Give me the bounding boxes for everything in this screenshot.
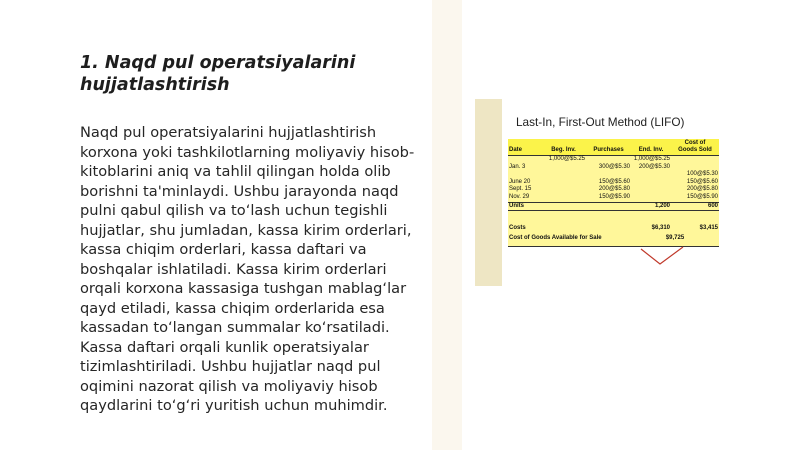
units-label: Units bbox=[508, 202, 541, 211]
cell-beg-inv bbox=[541, 171, 586, 179]
cell-purchases: 200@$5.80 bbox=[586, 186, 631, 194]
cell-cogs bbox=[671, 156, 719, 164]
cell-end-inv bbox=[631, 171, 671, 179]
figure-sidebar-bar bbox=[475, 99, 502, 286]
cell-cogs: 200@$5.80 bbox=[671, 186, 719, 194]
units-end-inv: 1,200 bbox=[631, 202, 671, 211]
cell-date: Jan. 3 bbox=[508, 164, 541, 172]
cell-date bbox=[508, 171, 541, 179]
table-row bbox=[508, 186, 719, 194]
header-end-inv: End. Inv. bbox=[631, 139, 671, 156]
table-header-row bbox=[508, 139, 719, 156]
header-purchases: Purchases bbox=[586, 139, 631, 156]
table-row bbox=[508, 179, 719, 187]
cell-purchases: 300@$5.30 bbox=[586, 164, 631, 172]
header-cogs-line2: Goods Sold bbox=[678, 147, 712, 154]
table-row bbox=[508, 164, 719, 172]
cell-end-inv bbox=[631, 179, 671, 187]
header-cogs-line1: Cost of bbox=[684, 139, 706, 146]
costs-cogs: $3,415 bbox=[671, 216, 719, 232]
cell-purchases bbox=[586, 171, 631, 179]
cell-beg-inv bbox=[541, 186, 586, 194]
units-row bbox=[508, 202, 719, 211]
cell-cogs bbox=[671, 164, 719, 172]
header-beg-inv: Beg. Inv. bbox=[541, 139, 586, 156]
costs-end-inv: $6,310 bbox=[631, 216, 671, 232]
cell-end-inv: 200@$5.30 bbox=[631, 164, 671, 172]
header-date: Date bbox=[508, 139, 541, 156]
cell-end-inv bbox=[631, 194, 671, 202]
cell-cogs: 150@$5.60 bbox=[671, 179, 719, 187]
cell-beg-inv: 1,000@$5.25 bbox=[541, 156, 586, 164]
cell-date: Nov. 29 bbox=[508, 194, 541, 202]
table-row bbox=[508, 156, 719, 164]
table-row bbox=[508, 194, 719, 202]
cogas-value: $9,725 bbox=[631, 232, 719, 247]
costs-label: Costs bbox=[508, 216, 541, 232]
lifo-table bbox=[508, 139, 719, 247]
header-cogs bbox=[671, 139, 719, 156]
slide-body-text: Naqd pul operatsiyalarini hujjatlashtirish korxona yoki tashkilotlarning moliyaviy hisob-kitoblarini aniq va tahlil qilingan holda olib borishni ta'minlaydi. Ushbu jarayonda naqd pulni qabul qilish va to‘lash uchun tegishli hujjatlar, shu jumladan, kassa kirim orderlari, kassa chiqim orderlari, kassa daftari va boshqalar ishlatiladi. Kassa kirim orderlari orqali korxona kassasiga tushgan mablag‘lar qayd etiladi, kassa chiqim orderlarida esa kassadan to‘langan summalar ko‘rsatiladi. Kassa daftari orqali kunlik operatsiyalar tizimlashtiriladi. Ushbu hujjatlar naqd pul oqimini nazorat qilish va moliyaviy hisob qaydlarini to‘g‘ri yuritish uchun muhimdir. bbox=[80, 124, 415, 414]
cell-beg-inv bbox=[541, 194, 586, 202]
costs-row bbox=[508, 216, 719, 232]
cell-end-inv: 1,000@$5.25 bbox=[631, 156, 671, 164]
cell-purchases: 150@$5.90 bbox=[586, 194, 631, 202]
slide-title: 1. Naqd pul operatsiyalarini hujjatlashtirish bbox=[80, 53, 356, 95]
cell-date: June 20 bbox=[508, 179, 541, 187]
lifo-figure bbox=[475, 99, 725, 289]
cogas-row bbox=[508, 232, 719, 247]
cell-date bbox=[508, 156, 541, 164]
cell-purchases: 150@$5.60 bbox=[586, 179, 631, 187]
table-row bbox=[508, 171, 719, 179]
cell-cogs: 100@$5.30 bbox=[671, 171, 719, 179]
cell-cogs: 150@$5.90 bbox=[671, 194, 719, 202]
figure-title: Last-In, First-Out Method (LIFO) bbox=[516, 115, 685, 129]
units-cogs: 600 bbox=[671, 202, 719, 211]
cogas-label: Cost of Goods Available for Sale bbox=[508, 232, 631, 247]
cell-beg-inv bbox=[541, 179, 586, 187]
cell-beg-inv bbox=[541, 164, 586, 172]
cell-purchases bbox=[586, 156, 631, 164]
cell-date: Sept. 15 bbox=[508, 186, 541, 194]
cell-end-inv bbox=[631, 186, 671, 194]
